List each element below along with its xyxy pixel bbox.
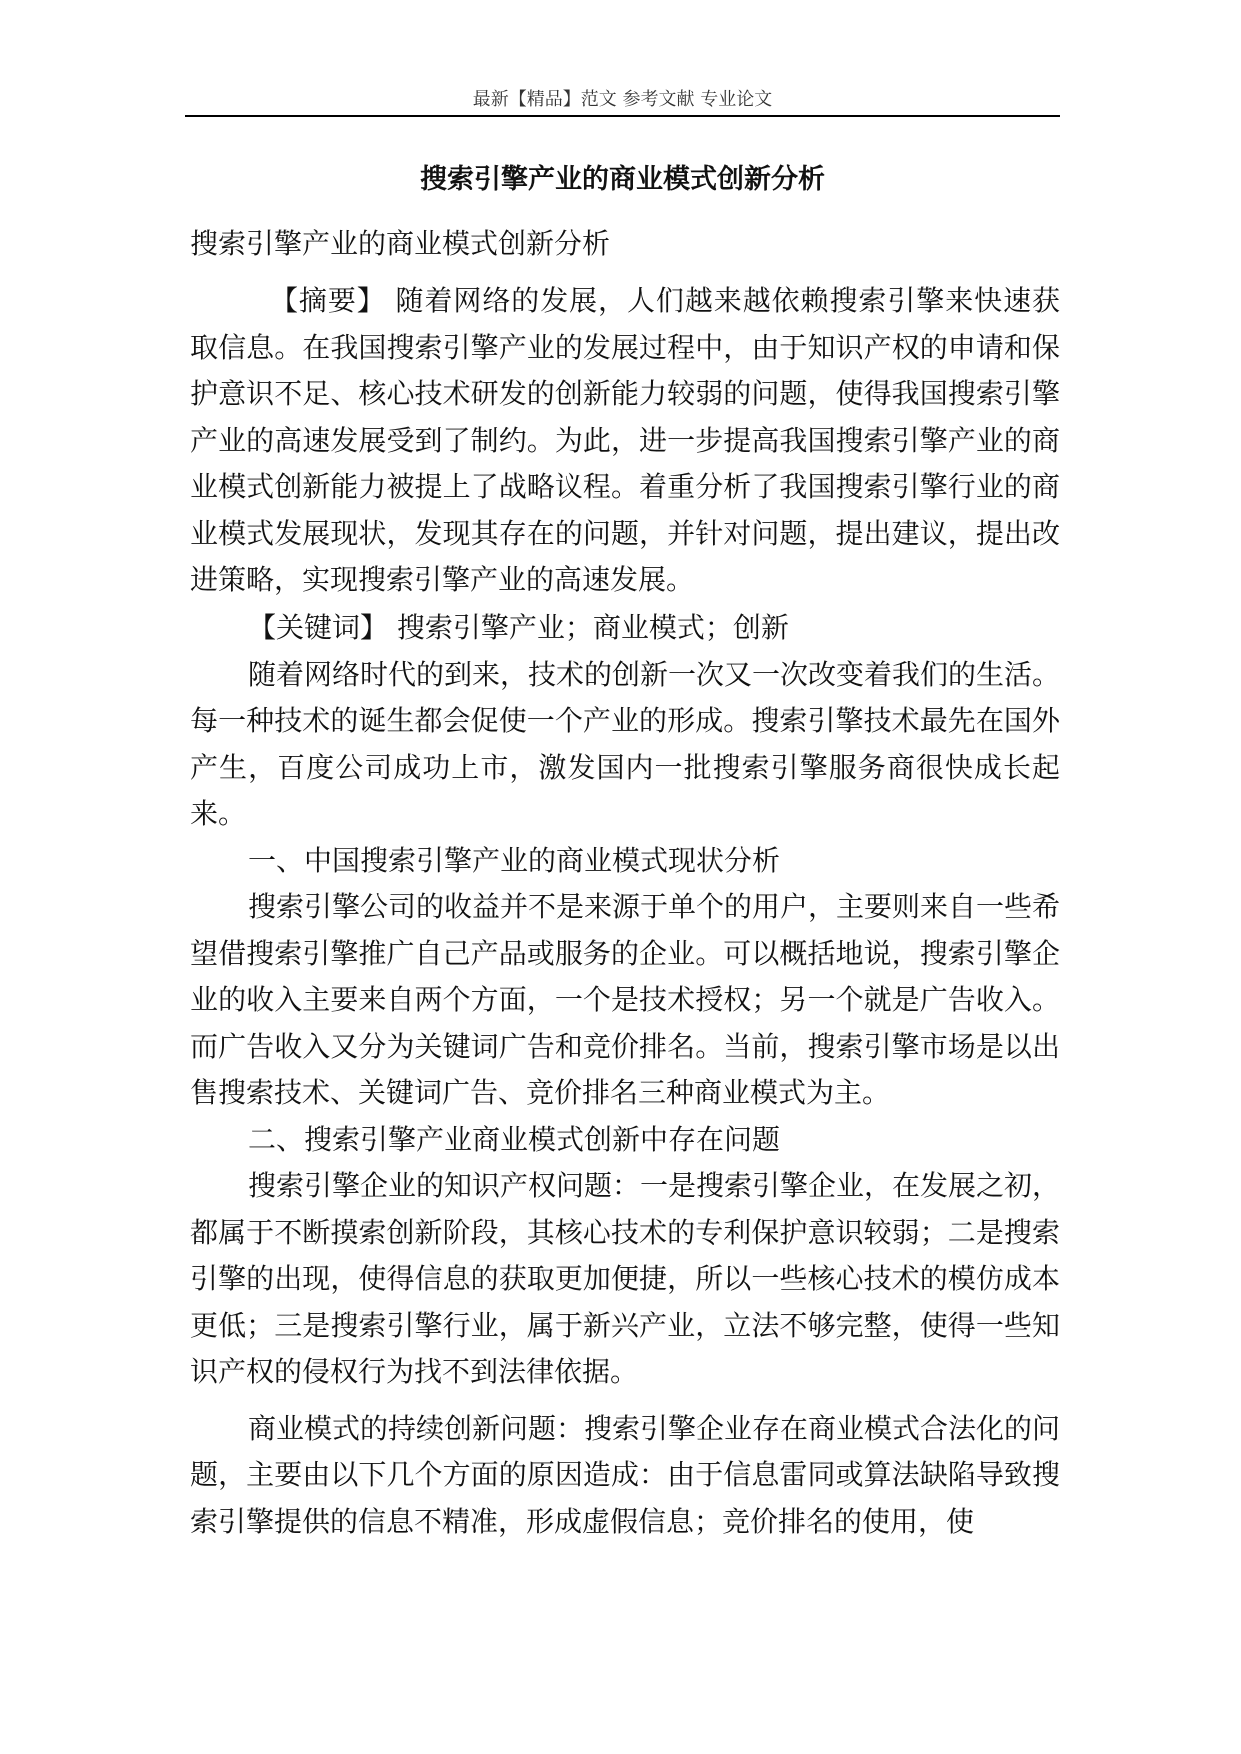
body-paragraph: 搜索引擎企业的知识产权问题：一是搜索引擎企业，在发展之初，都属于不断摸索创新阶段，其核心技术的专利保护意识较弱；二是搜索引擎的出现，使得信息的获取更加便捷，所以一些核心技术的模仿成本更低；三是搜索引擎行业，属于新兴产业，立法不够完整，使得一些知识产权的侵权行为找不到法律依据。 xyxy=(190,1169,1061,1388)
document-subtitle: 搜索引擎产业的商业模式创新分析 xyxy=(190,227,611,260)
body-paragraph: 搜索引擎公司的收益并不是来源于单个的用户，主要则来自一些希望借搜索引擎推广自己产品或服务的企业。可以概括地说，搜索引擎企业的收入主要来自两个方面，一个是技术授权；另一个就是广告收入。而广告收入又分为关键词广告和竞价排名。当前，搜索引擎市场是以出售搜索技术、关键词广告、竞价排名三种商业模式为主。 xyxy=(190,890,1061,1109)
document-title: 搜索引擎产业的商业模式创新分析 xyxy=(420,164,825,195)
abstract-paragraph: 【摘要】 随着网络的发展，人们越来越依赖搜索引擎来快速获取信息。在我国搜索引擎产业的发展过程中，由于知识产权的申请和保护意识不足、核心技术研发的创新能力较弱的问题，使得我国搜索引擎产业的高速发展受到了制约。为此，进一步提高我国搜索引擎产业的商业模式创新能力被提上了战略议程。着重分析了我国搜索引擎行业的商业模式发展现状，发现其存在的问题，并针对问题，提出建议，提出改进策略，实现搜索引擎产业的高速发展。 xyxy=(190,284,1060,596)
section-heading-1: 一、中国搜索引擎产业的商业模式现状分析 xyxy=(248,843,781,877)
body-paragraph: 随着网络时代的到来，技术的创新一次又一次改变着我们的生活。每一种技术的诞生都会促使一个产业的形成。搜索引擎技术最先在国外产生，百度公司成功上市，激发国内一批搜索引擎服务商很快成长起来。 xyxy=(190,657,1061,830)
section-heading-2: 二、搜索引擎产业商业模式创新中存在问题 xyxy=(248,1122,781,1156)
keywords-paragraph: 【关键词】 搜索引擎产业；商业模式；创新 xyxy=(248,611,789,644)
header-divider xyxy=(185,115,1060,117)
body-section xyxy=(190,605,1060,1545)
body-paragraph: 商业模式的持续创新问题：搜索引擎企业存在商业模式合法化的问题，主要由以下几个方面的原因造成：由于信息雷同或算法缺陷导致搜索引擎提供的信息不精准，形成虚假信息；竞价排名的使用，使 xyxy=(190,1411,1061,1538)
page-header: 最新【精品】范文 参考文献 专业论文 xyxy=(472,89,773,110)
abstract-section xyxy=(190,278,1060,604)
